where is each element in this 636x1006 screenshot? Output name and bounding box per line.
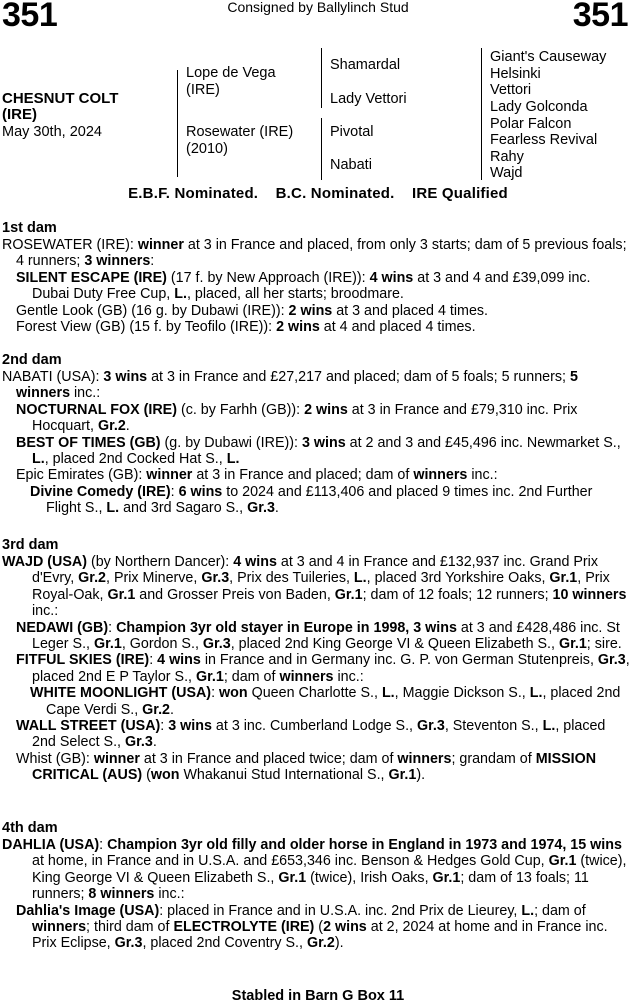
pedigree-g3-3: Lady Golconda [490,99,588,115]
first-dam-title: 1st dam [2,220,57,236]
pedigree-line-3 [321,118,322,180]
pedigree-g3-2: Vettori [490,82,532,98]
third-dam-section [2,537,630,784]
pedigree-g3-0: Giant's Causeway [490,49,607,65]
second-dam-foal-1: NOCTURNAL FOX (IRE) (c. by Farhh (GB)): 2 wins at 3 in France and £79,310 inc. Prix Hocquart, Gr.2. [16,401,578,435]
pedigree-sire-dam: Lady Vettori [330,91,407,107]
horse-name-line2: (IRE) [2,106,37,123]
pedigree-dam-dam: Nabati [330,157,372,173]
second-dam-title: 2nd dam [2,352,62,368]
second-dam-section [2,352,630,517]
stabling-info: Stabled in Barn G Box 11 [231,988,405,1004]
horse-name-line1: CHESNUT COLT [2,90,119,107]
third-dam-foal-4: Whist (GB): winner at 3 in France and placed twice; dam of winners; grandam of MISSION CRITICAL (AUS) (won Whakanui Stud International S., Gr.1). [16,750,597,784]
third-dam-foal-3: WALL STREET (USA): 3 wins at 3 inc. Cumberland Lodge S., Gr.3, Steventon S., L., placed 2nd Select S., Gr.3. [16,718,606,751]
pedigree-sire: Lope de Vega [186,65,276,81]
third-dam-grandfoal-1: WHITE MOONLIGHT (USA): won Queen Charlotte S., L., Maggie Dickson S., L., placed 2nd Cape Verdi S., Gr.2. [30,685,621,718]
nominations: E.B.F. Nominated. B.C. Nominated. IRE Qualified [128,185,508,202]
pedigree-dam: Rosewater (IRE) [186,124,294,140]
third-dam-foal-2: FITFUL SKIES (IRE): 4 wins in France and in Germany inc. G. P. von German Stutenpreis, Gr.3, placed 2nd E P Taylor S., Gr.1; dam of winners inc.: [16,652,630,685]
pedigree-g3-4: Polar Falcon [490,116,572,132]
pedigree-g3-6: Rahy [490,149,524,165]
pedigree-g3-7: Wajd [490,165,523,181]
first-dam-foal-1: SILENT ESCAPE (IRE) (17 f. by New Approach (IRE)): 4 wins at 3 and 4 and £39,099 inc. Dubai Duty Free Cup, L., placed, all her starts; broodmare. [16,269,591,303]
pedigree-line-1 [177,70,178,177]
lot-number-left: 351 [2,0,58,34]
first-dam-text: ROSEWATER (IRE): winner at 3 in France and placed, from only 3 starts; dam of 5 previous foals; 4 runners; 3 winners: [2,237,627,270]
pedigree-line-2 [321,48,322,108]
second-dam-foal-3: Epic Emirates (GB): winner at 3 in France and placed; dam of winners inc.: [16,467,498,484]
second-dam-text: NABATI (USA): 3 wins at 3 in France and £27,217 and placed; dam of 5 foals; 5 runners; 5 winners inc.: [2,369,578,402]
lot-number-right: 351 [572,0,628,34]
fourth-dam-foal-1: Dahlia's Image (USA): placed in France and in U.S.A. inc. 2nd Prix de Lieurey, L.; dam of winners; third dam of ELECTROLYTE (IRE) (2 wins at 2, 2024 at home and in France inc. Prix Eclipse, Gr.3, placed 2nd Coventry S., Gr.2). [16,902,608,952]
fourth-dam-section [2,820,630,952]
first-dam-section [2,220,630,335]
pedigree-dam-year: (2010) [186,141,228,157]
pedigree-line-4 [481,48,482,180]
third-dam-title: 3rd dam [2,537,59,553]
foaled-date: May 30th, 2024 [2,124,102,140]
consignor: Consigned by Ballylinch Stud [227,0,409,15]
fourth-dam-text: DAHLIA (USA): Champion 3yr old filly and older horse in England in 1973 and 1974, 15 wins at home, in France and in U.S.A. and £653,346 inc. Benson & Hedges Gold Cup, Gr.1 (twice), King George VI & Queen Elizabeth S., Gr.1 (twice), Irish Oaks, Gr.1; dam of 13 foals; 11 runners; 8 winners inc.: [2,837,627,903]
pedigree-g3-1: Helsinki [490,66,541,82]
second-dam-foal-2: BEST OF TIMES (GB) (g. by Dubawi (IRE)): 3 wins at 2 and 3 and £45,496 inc. Newmarket S., L., placed 2nd Cocked Hat S., L. [16,434,621,468]
first-dam-foal-2: Gentle Look (GB) (16 g. by Dubawi (IRE)): 2 wins at 3 and placed 4 times. [16,302,489,319]
pedigree-dam-sire: Pivotal [330,124,374,140]
pedigree-g3-5: Fearless Revival [490,132,598,148]
third-dam-foal-1: NEDAWI (GB): Champion 3yr old stayer in Europe in 1998, 3 wins at 3 and £428,486 inc. St Leger S., Gr.1, Gordon S., Gr.3, placed 2nd King George VI & Queen Elizabeth S., Gr.1; sire. [16,619,622,653]
pedigree-sire-sire: Shamardal [330,57,401,73]
fourth-dam-title: 4th dam [2,820,58,836]
second-dam-grandfoal-1: Divine Comedy (IRE): 6 wins to 2024 and £113,406 and placed 9 times inc. 2nd Further Flight S., L. and 3rd Sagaro S., Gr.3. [30,483,593,517]
pedigree-sire-country: (IRE) [186,82,220,98]
third-dam-text: WAJD (USA) (by Northern Dancer): 4 wins at 3 and 4 in France and £132,937 inc. Grand Prix d'Evry, Gr.2, Prix Minerve, Gr.3, Prix des Tuileries, L., placed 3rd Yorkshire Oaks, Gr.1, Prix Royal-Oak, Gr.1 and Grosser Preis von Baden, Gr.1; dam of 12 foals; 12 runners; 10 winners inc.: [2,554,627,620]
first-dam-foal-3: Forest View (GB) (15 f. by Teofilo (IRE)): 2 wins at 4 and placed 4 times. [16,319,476,336]
